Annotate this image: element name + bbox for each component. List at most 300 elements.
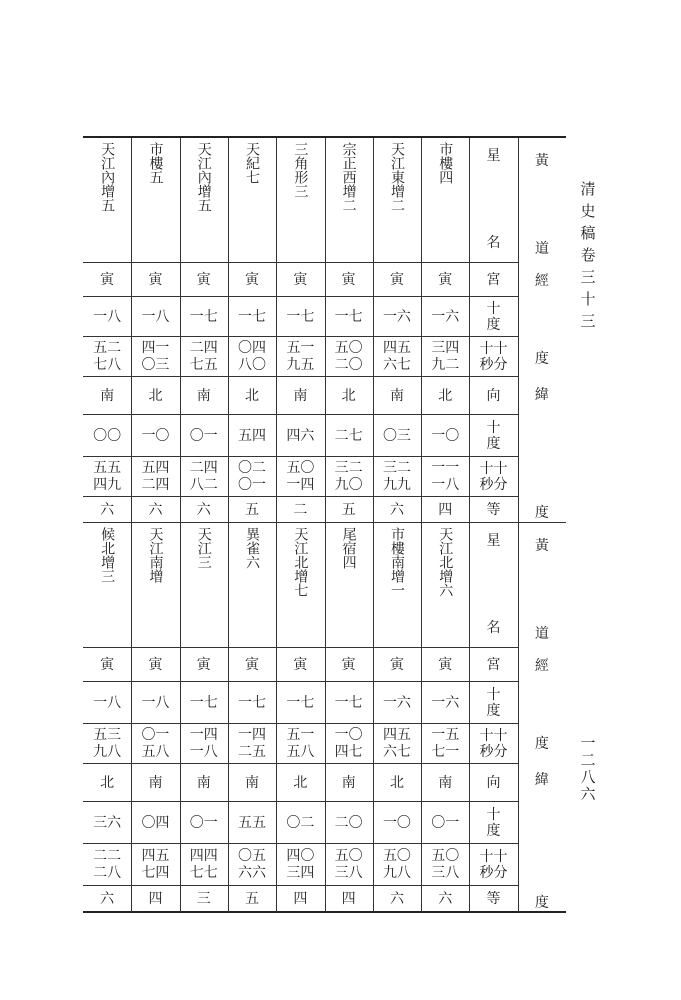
cell-text: 一七: [189, 308, 218, 325]
table-cell: [421, 337, 469, 377]
table-row: [83, 723, 518, 764]
table-cell: [421, 263, 469, 297]
cell-text: 一七: [189, 694, 218, 711]
column-divider: [228, 523, 229, 912]
column-divider: [325, 138, 326, 522]
table-cell: [373, 337, 421, 377]
table-cell: [131, 764, 179, 802]
cell-text: 五五: [238, 814, 267, 831]
row-label: [469, 723, 517, 763]
row-label-text: 等: [486, 501, 501, 518]
table-cell: [325, 497, 373, 523]
table-cell: [180, 337, 228, 377]
cell-text: 五: [245, 891, 260, 907]
row-label: [469, 885, 517, 912]
table-cell: [83, 337, 131, 377]
table-row: [83, 763, 518, 802]
cell-text: 〇四 八〇: [238, 340, 267, 373]
cell-text: 五〇 一四: [286, 460, 315, 493]
table-cell: [83, 724, 131, 764]
page-number: 一二八六: [580, 734, 596, 803]
row-label: [469, 523, 517, 647]
cell-text: 一六: [382, 694, 411, 711]
row-label: [469, 843, 517, 885]
table-cell: [180, 724, 228, 764]
table-row: [83, 885, 518, 913]
column-divider: [518, 138, 519, 522]
cell-text: 三二 九九: [382, 460, 411, 493]
cell-text: 四: [341, 891, 356, 907]
table-cell: [228, 523, 276, 647]
cell-text: 五〇 二〇: [334, 340, 363, 373]
row-label-text: 十度: [486, 686, 501, 719]
cell-text: 天江內增五: [99, 142, 116, 212]
cell-text: 候北增三: [99, 527, 116, 583]
header-label: 度: [534, 505, 549, 521]
table-cell: [228, 648, 276, 682]
cell-text: 五二 七八: [93, 340, 122, 373]
table-cell: [180, 764, 228, 802]
table-cell: [180, 263, 228, 297]
cell-text: 五一 五八: [286, 727, 315, 760]
table-cell: [228, 844, 276, 886]
table-cell: [421, 415, 469, 457]
table-cell: [325, 377, 373, 415]
table-cell: [325, 138, 373, 262]
table-cell: [421, 377, 469, 415]
table-cell: [325, 682, 373, 724]
cell-text: 市樓四: [437, 142, 454, 184]
table-cell: [180, 682, 228, 724]
table-cell: [131, 523, 179, 647]
table-cell: [276, 764, 324, 802]
cell-text: 北: [438, 387, 453, 404]
cell-text: 〇一: [189, 814, 218, 831]
cell-text: 南: [293, 387, 308, 404]
cell-text: 一五 七一: [431, 727, 460, 760]
column-divider: [421, 523, 422, 912]
table-row: [83, 262, 518, 297]
table-cell: [228, 337, 276, 377]
cell-text: 寅: [148, 271, 163, 288]
table-cell: [421, 138, 469, 262]
row-label: [469, 763, 517, 801]
cell-text: 二: [293, 501, 308, 518]
column-divider: [180, 138, 181, 522]
cell-text: 寅: [438, 656, 453, 673]
table-row: [83, 456, 518, 497]
cell-text: 一八: [93, 308, 122, 325]
cell-text: 二七: [334, 427, 363, 444]
table-cell: [373, 297, 421, 337]
cell-text: 尾宿四: [340, 527, 357, 569]
cell-text: 三二 九〇: [334, 460, 363, 493]
table-cell: [83, 648, 131, 682]
cell-text: 一〇: [382, 814, 411, 831]
cell-text: 北: [148, 387, 163, 404]
table-cell: [325, 297, 373, 337]
table-cell: [421, 457, 469, 497]
table-cell: [131, 415, 179, 457]
table-cell: [373, 138, 421, 262]
cell-text: 五〇 九八: [382, 848, 411, 881]
cell-text: 三角形三: [292, 142, 309, 198]
cell-text: 〇一: [431, 814, 460, 831]
header-label: 黃: [534, 153, 549, 169]
table-cell: [276, 523, 324, 647]
cell-text: 北: [341, 387, 356, 404]
cell-text: 南: [438, 774, 453, 791]
table-cell: [83, 802, 131, 844]
cell-text: 北: [100, 774, 115, 791]
cell-text: 寅: [100, 656, 115, 673]
table-cell: [276, 297, 324, 337]
cell-text: 〇二: [286, 814, 315, 831]
cell-text: 四五 六七: [382, 727, 411, 760]
table-cell: [373, 497, 421, 523]
row-label-text: 宮: [486, 271, 501, 288]
table-cell: [83, 297, 131, 337]
column-divider: [325, 523, 326, 912]
row-label-text: 十十秒分: [479, 460, 508, 493]
cell-text: 寅: [341, 271, 356, 288]
table-cell: [228, 886, 276, 913]
cell-text: 寅: [341, 656, 356, 673]
table-row: [83, 376, 518, 415]
table-cell: [180, 415, 228, 457]
cell-text: 一四 一八: [189, 727, 218, 760]
row-label-text: 十度: [486, 300, 501, 333]
table-row: [83, 523, 518, 647]
cell-text: 〇四: [141, 814, 170, 831]
cell-text: 二四 七五: [189, 340, 218, 373]
cell-text: 四四 七七: [189, 848, 218, 881]
column-divider: [373, 523, 374, 912]
table-cell: [325, 523, 373, 647]
table-cell: [180, 844, 228, 886]
table-cell: [131, 138, 179, 262]
cell-text: 一六: [382, 308, 411, 325]
table-cell: [421, 802, 469, 844]
table-cell: [276, 724, 324, 764]
table-cell: [180, 457, 228, 497]
table-row: [83, 801, 518, 844]
cell-text: 四一 〇三: [141, 340, 170, 373]
table-cell: [421, 886, 469, 913]
cell-text: 北: [293, 774, 308, 791]
cell-text: 一八: [141, 694, 170, 711]
cell-text: 寅: [293, 271, 308, 288]
table-cell: [421, 764, 469, 802]
cell-text: 寅: [196, 656, 211, 673]
cell-text: 天紀七: [244, 142, 261, 184]
header-label: 經: [534, 273, 549, 289]
table-cell: [373, 724, 421, 764]
table-cell: [83, 886, 131, 913]
table-cell: [325, 764, 373, 802]
table-row: [83, 681, 518, 724]
cell-text: 寅: [293, 656, 308, 673]
cell-text: 南: [245, 774, 260, 791]
cell-text: 四: [438, 501, 453, 518]
table-cell: [276, 138, 324, 262]
table-cell: [131, 263, 179, 297]
row-label: [469, 262, 517, 296]
table-cell: [373, 415, 421, 457]
table-cell: [276, 497, 324, 523]
cell-text: 六: [196, 501, 211, 518]
cell-text: 一七: [286, 694, 315, 711]
table-cell: [83, 497, 131, 523]
cell-text: 天江南增: [147, 527, 164, 583]
table-cell: [325, 415, 373, 457]
cell-text: 一四 二五: [238, 727, 267, 760]
cell-text: 一〇: [141, 427, 170, 444]
table-cell: [325, 263, 373, 297]
row-label-text: 十度: [486, 806, 501, 839]
table-cell: [421, 497, 469, 523]
cell-text: 異雀六: [244, 527, 261, 569]
cell-text: 一六: [431, 694, 460, 711]
column-divider: [373, 138, 374, 522]
table-cell: [373, 457, 421, 497]
column-divider: [131, 523, 132, 912]
cell-text: 寅: [389, 656, 404, 673]
cell-text: 四五 六七: [382, 340, 411, 373]
cell-text: 三四 九二: [431, 340, 460, 373]
table-cell: [83, 138, 131, 262]
header-label: 度: [534, 736, 549, 752]
cell-text: 四〇 三四: [286, 848, 315, 881]
cell-text: 南: [341, 774, 356, 791]
table-cell: [228, 764, 276, 802]
cell-text: 五三 九八: [93, 727, 122, 760]
table-cell: [228, 297, 276, 337]
cell-text: 南: [389, 387, 404, 404]
cell-text: 五: [245, 501, 260, 518]
cell-text: 〇二 〇一: [238, 460, 267, 493]
table-cell: [83, 523, 131, 647]
cell-text: 北: [389, 774, 404, 791]
table-cell: [325, 886, 373, 913]
header-label: 緯: [534, 387, 549, 403]
table-cell: [373, 377, 421, 415]
row-label-text: 星: [486, 148, 501, 164]
header-label: 經: [534, 658, 549, 674]
table-cell: [131, 724, 179, 764]
table-cell: [131, 497, 179, 523]
row-label-text: 十度: [486, 419, 501, 452]
cell-text: 五四 二四: [141, 460, 170, 493]
row-label: [469, 336, 517, 376]
cell-text: 宗正西增二: [340, 142, 357, 212]
table-row: [83, 647, 518, 682]
header-label: 道: [534, 626, 549, 642]
column-divider: [131, 138, 132, 522]
cell-text: 五〇 三八: [431, 848, 460, 881]
row-label: [469, 138, 517, 262]
table-cell: [276, 415, 324, 457]
row-label-text: 星: [486, 533, 501, 549]
column-divider: [276, 138, 277, 522]
table-cell: [373, 648, 421, 682]
cell-text: 寅: [245, 656, 260, 673]
row-label: [469, 456, 517, 496]
header-column: [518, 138, 566, 522]
ephemeris-table: [83, 136, 566, 913]
cell-text: 二四 八二: [189, 460, 218, 493]
table-cell: [276, 682, 324, 724]
table-cell: [83, 415, 131, 457]
table-cell: [373, 844, 421, 886]
table-cell: [276, 648, 324, 682]
row-label: [469, 647, 517, 681]
cell-text: 五: [341, 501, 356, 518]
table-cell: [373, 263, 421, 297]
table-block-2: [83, 522, 566, 912]
table-cell: [180, 297, 228, 337]
table-cell: [131, 886, 179, 913]
table-cell: [131, 337, 179, 377]
table-cell: [228, 457, 276, 497]
table-cell: [276, 337, 324, 377]
table-cell: [83, 844, 131, 886]
table-row: [83, 496, 518, 523]
table-cell: [373, 886, 421, 913]
cell-text: 一七: [334, 694, 363, 711]
cell-text: 一八: [93, 694, 122, 711]
header-label: 度: [534, 895, 549, 911]
cell-text: 一七: [334, 308, 363, 325]
cell-text: 南: [100, 387, 115, 404]
cell-text: 一六: [431, 308, 460, 325]
table-cell: [276, 457, 324, 497]
cell-text: 五一 九五: [286, 340, 315, 373]
table-cell: [325, 724, 373, 764]
table-cell: [373, 764, 421, 802]
row-label-text: 十十秒分: [479, 340, 508, 373]
table-cell: [180, 377, 228, 415]
table-cell: [228, 802, 276, 844]
table-cell: [276, 886, 324, 913]
cell-text: 寅: [245, 271, 260, 288]
cell-text: 南: [148, 774, 163, 791]
column-divider: [421, 138, 422, 522]
table-cell: [228, 138, 276, 262]
cell-text: 三六: [93, 814, 122, 831]
table-cell: [180, 138, 228, 262]
table-block-1: [83, 138, 566, 522]
cell-text: 寅: [148, 656, 163, 673]
cell-text: 〇三: [382, 427, 411, 444]
cell-text: 天江三: [195, 527, 212, 569]
row-label-text: 十十秒分: [479, 848, 508, 881]
cell-text: 一〇: [431, 427, 460, 444]
row-label: [469, 296, 517, 336]
cell-text: 一七: [286, 308, 315, 325]
column-divider: [180, 523, 181, 912]
cell-text: 天江東增二: [388, 142, 405, 212]
table-cell: [421, 648, 469, 682]
row-label: [469, 414, 517, 456]
table-row: [83, 414, 518, 457]
table-cell: [421, 297, 469, 337]
table-cell: [180, 523, 228, 647]
header-label: 度: [534, 351, 549, 367]
row-label: [469, 801, 517, 843]
cell-text: 一七: [238, 694, 267, 711]
cell-text: 寅: [100, 271, 115, 288]
table-cell: [421, 523, 469, 647]
table-cell: [131, 648, 179, 682]
row-label-text: 十十秒分: [479, 727, 508, 760]
cell-text: 寅: [196, 271, 211, 288]
cell-text: 四: [293, 891, 308, 907]
cell-text: 四五 七四: [141, 848, 170, 881]
table-row: [83, 296, 518, 337]
table-cell: [325, 457, 373, 497]
table-cell: [373, 682, 421, 724]
table-cell: [228, 682, 276, 724]
cell-text: 四六: [286, 427, 315, 444]
row-label-text: 等: [486, 891, 501, 907]
cell-text: 六: [389, 891, 404, 907]
row-label: [469, 376, 517, 414]
table-row: [83, 138, 518, 262]
cell-text: 〇〇: [93, 427, 122, 444]
column-divider: [228, 138, 229, 522]
row-label-text: 向: [486, 774, 501, 791]
row-label: [469, 496, 517, 522]
table-cell: [228, 263, 276, 297]
cell-text: 寅: [389, 271, 404, 288]
header-label: 道: [534, 241, 549, 257]
table-cell: [276, 802, 324, 844]
running-head: 清史稿卷三十三: [580, 180, 596, 330]
cell-text: 一〇 四七: [334, 727, 363, 760]
table-cell: [83, 377, 131, 415]
cell-text: 北: [245, 387, 260, 404]
header-label: 緯: [534, 772, 549, 788]
table-cell: [276, 263, 324, 297]
table-cell: [325, 844, 373, 886]
table-cell: [131, 802, 179, 844]
cell-text: 六: [438, 891, 453, 907]
cell-text: 南: [196, 774, 211, 791]
row-label-text: 向: [486, 387, 501, 404]
table-cell: [180, 497, 228, 523]
row-label-text: 宮: [486, 656, 501, 673]
cell-text: 寅: [438, 271, 453, 288]
cell-text: 二〇: [334, 814, 363, 831]
column-divider: [276, 523, 277, 912]
cell-text: 六: [389, 501, 404, 518]
table-cell: [228, 377, 276, 415]
table-cell: [131, 457, 179, 497]
cell-text: 五四: [238, 427, 267, 444]
table-cell: [228, 415, 276, 457]
table-cell: [325, 648, 373, 682]
row-label-text: 名: [486, 620, 501, 636]
table-cell: [228, 724, 276, 764]
table-cell: [373, 802, 421, 844]
table-cell: [373, 523, 421, 647]
cell-text: 六: [100, 891, 115, 907]
table-cell: [131, 377, 179, 415]
table-cell: [228, 497, 276, 523]
cell-text: 三: [196, 891, 211, 907]
cell-text: 二二 二八: [93, 848, 122, 881]
